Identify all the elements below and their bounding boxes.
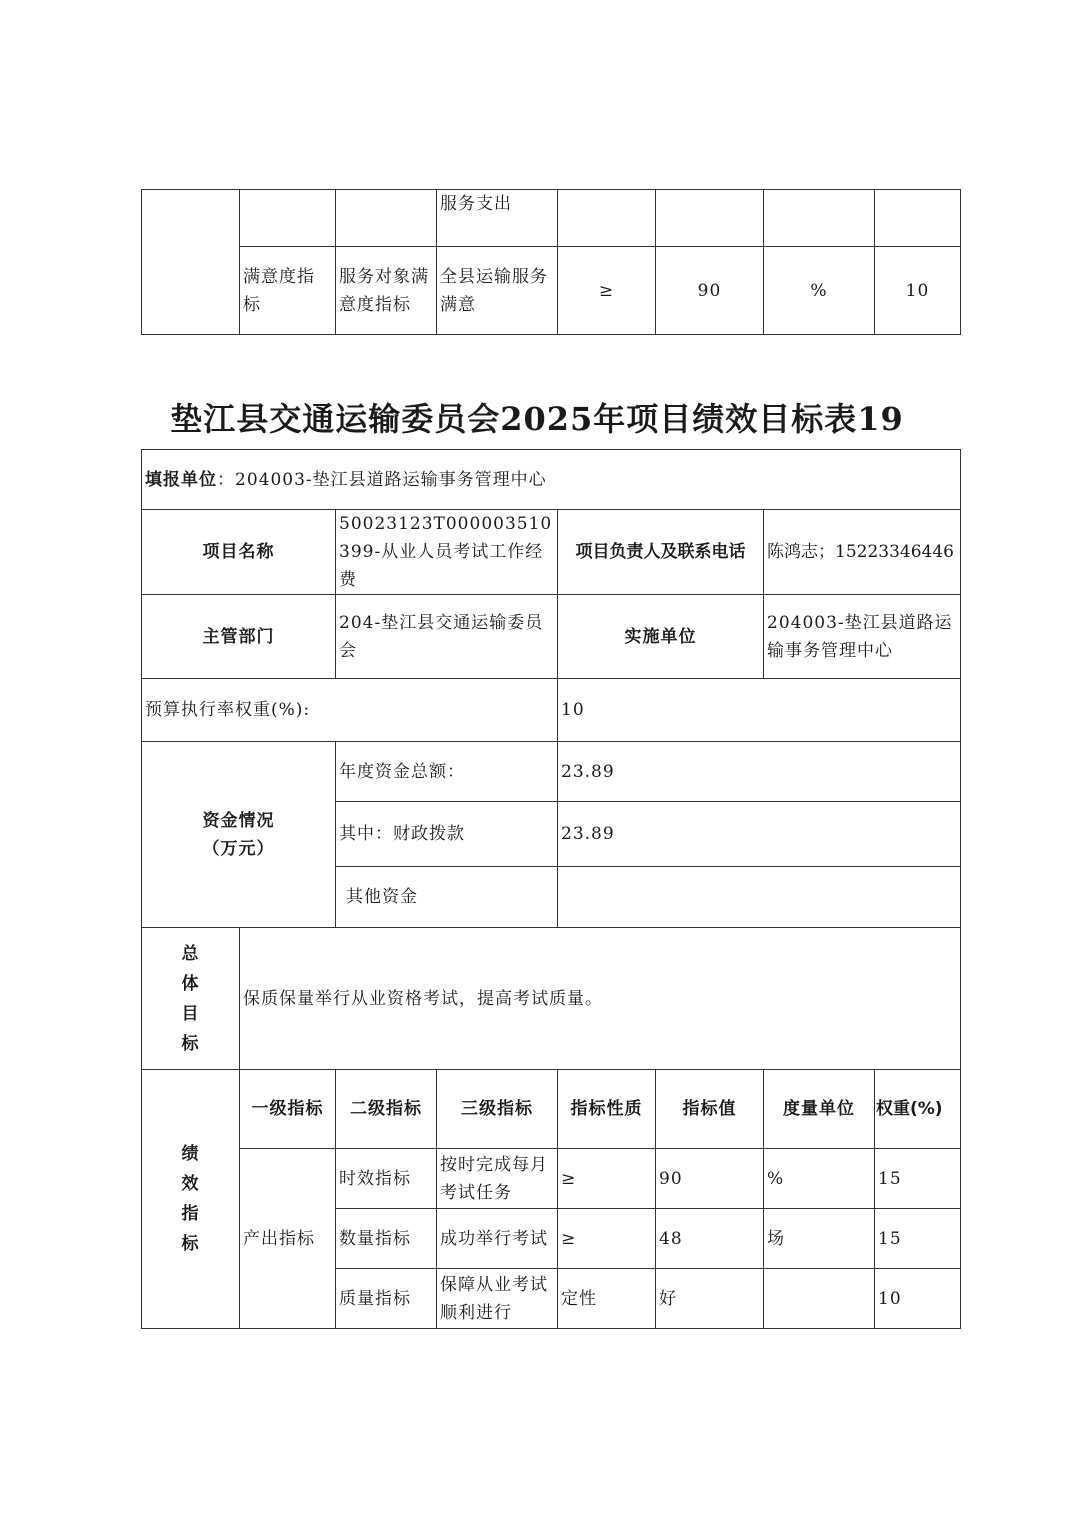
table-row-level2: 数量指标 <box>336 1209 437 1269</box>
goal-char: 标 <box>181 1033 200 1054</box>
perf-char: 效 <box>181 1174 200 1194</box>
blank-cell <box>240 190 336 247</box>
contact-label: 项目负责人及联系电话 <box>558 510 764 595</box>
table-row-level3: 按时完成每月考试任务 <box>437 1149 558 1209</box>
perf-char: 指 <box>181 1204 200 1224</box>
performance-target-table <box>141 449 961 1329</box>
annual-total-label: 年度资金总额： <box>336 742 558 802</box>
department-value: 204-垫江县交通运输委员会 <box>336 595 558 679</box>
table-row-weight: 10 <box>875 1269 961 1329</box>
unit-cell: % <box>764 247 875 335</box>
blank-cell <box>142 190 240 335</box>
perf-char: 绩 <box>181 1144 200 1164</box>
level1-cell: 满意度指标 <box>240 247 336 335</box>
table-row-weight: 15 <box>875 1209 961 1269</box>
overall-goal-label <box>142 928 240 1070</box>
contact-value: 陈鸿志；15223346446 <box>764 510 961 595</box>
funds-label <box>142 742 336 928</box>
header-value: 指标值 <box>656 1070 764 1149</box>
other-funds-label: 其他资金 <box>336 867 558 928</box>
performance-indicator-label <box>142 1070 240 1329</box>
table-row-level2: 质量指标 <box>336 1269 437 1329</box>
overall-goal-value: 保质保量举行从业资格考试，提高考试质量。 <box>240 928 961 1070</box>
table-row-unit <box>764 1269 875 1329</box>
goal-char: 目 <box>181 1003 200 1024</box>
blank-cell <box>875 190 961 247</box>
table-row-value: 90 <box>656 1149 764 1209</box>
table-row-level2: 时效指标 <box>336 1149 437 1209</box>
nature-cell: ≥ <box>558 247 656 335</box>
blank-cell <box>558 190 656 247</box>
project-name-label: 项目名称 <box>142 510 336 595</box>
level3-cell: 服务支出 <box>437 190 558 247</box>
header-weight: 权重(%) <box>875 1070 961 1149</box>
implementing-unit-label: 实施单位 <box>558 595 764 679</box>
table-row-level3: 保障从业考试顺利进行 <box>437 1269 558 1329</box>
header-level3: 三级指标 <box>437 1070 558 1149</box>
perf-char: 标 <box>181 1234 200 1254</box>
department-label: 主管部门 <box>142 595 336 679</box>
budget-rate-value: 10 <box>558 679 961 742</box>
value-cell: 90 <box>656 247 764 335</box>
funds-label-line1: 资金情况 <box>202 810 275 831</box>
header-level2: 二级指标 <box>336 1070 437 1149</box>
header-level1: 一级指标 <box>240 1070 336 1149</box>
blank-cell <box>656 190 764 247</box>
blank-cell <box>336 190 437 247</box>
table-row-nature: 定性 <box>558 1269 656 1329</box>
page-title: 垫江县交通运输委员会2025年项目绩效目标表19 <box>170 400 904 438</box>
goal-char: 总 <box>181 943 200 964</box>
table-row-value: 48 <box>656 1209 764 1269</box>
table-row-nature: ≥ <box>558 1149 656 1209</box>
level1-output: 产出指标 <box>240 1149 336 1329</box>
fiscal-allocation-value: 23.89 <box>558 802 961 867</box>
weight-cell: 10 <box>875 247 961 335</box>
table-row-value: 好 <box>656 1269 764 1329</box>
budget-rate-label: 预算执行率权重(%): <box>142 679 558 742</box>
annual-total-value: 23.89 <box>558 742 961 802</box>
other-funds-value <box>558 867 961 928</box>
table-row-weight: 15 <box>875 1149 961 1209</box>
goal-char: 体 <box>181 973 200 994</box>
reporting-unit-row <box>142 450 961 510</box>
reporting-unit-label: 填报单位 <box>145 469 217 490</box>
level3-cell: 全县运输服务满意 <box>437 247 558 335</box>
table-row-unit: % <box>764 1149 875 1209</box>
table-row-nature: ≥ <box>558 1209 656 1269</box>
project-name-value: 50023123T000003510399-从业人员考试工作经费 <box>336 510 558 595</box>
funds-label-line2: （万元） <box>202 838 275 859</box>
header-unit: 度量单位 <box>764 1070 875 1149</box>
table-row-level3: 成功举行考试 <box>437 1209 558 1269</box>
reporting-unit-value: ：204003-垫江县道路运输事务管理中心 <box>217 469 547 490</box>
level2-cell: 服务对象满意度指标 <box>336 247 437 335</box>
blank-cell <box>764 190 875 247</box>
previous-table-fragment <box>141 189 961 335</box>
implementing-unit-value: 204003-垫江县道路运输事务管理中心 <box>764 595 961 679</box>
fiscal-allocation-label: 其中：财政拨款 <box>336 802 558 867</box>
table-row-unit: 场 <box>764 1209 875 1269</box>
header-nature: 指标性质 <box>558 1070 656 1149</box>
